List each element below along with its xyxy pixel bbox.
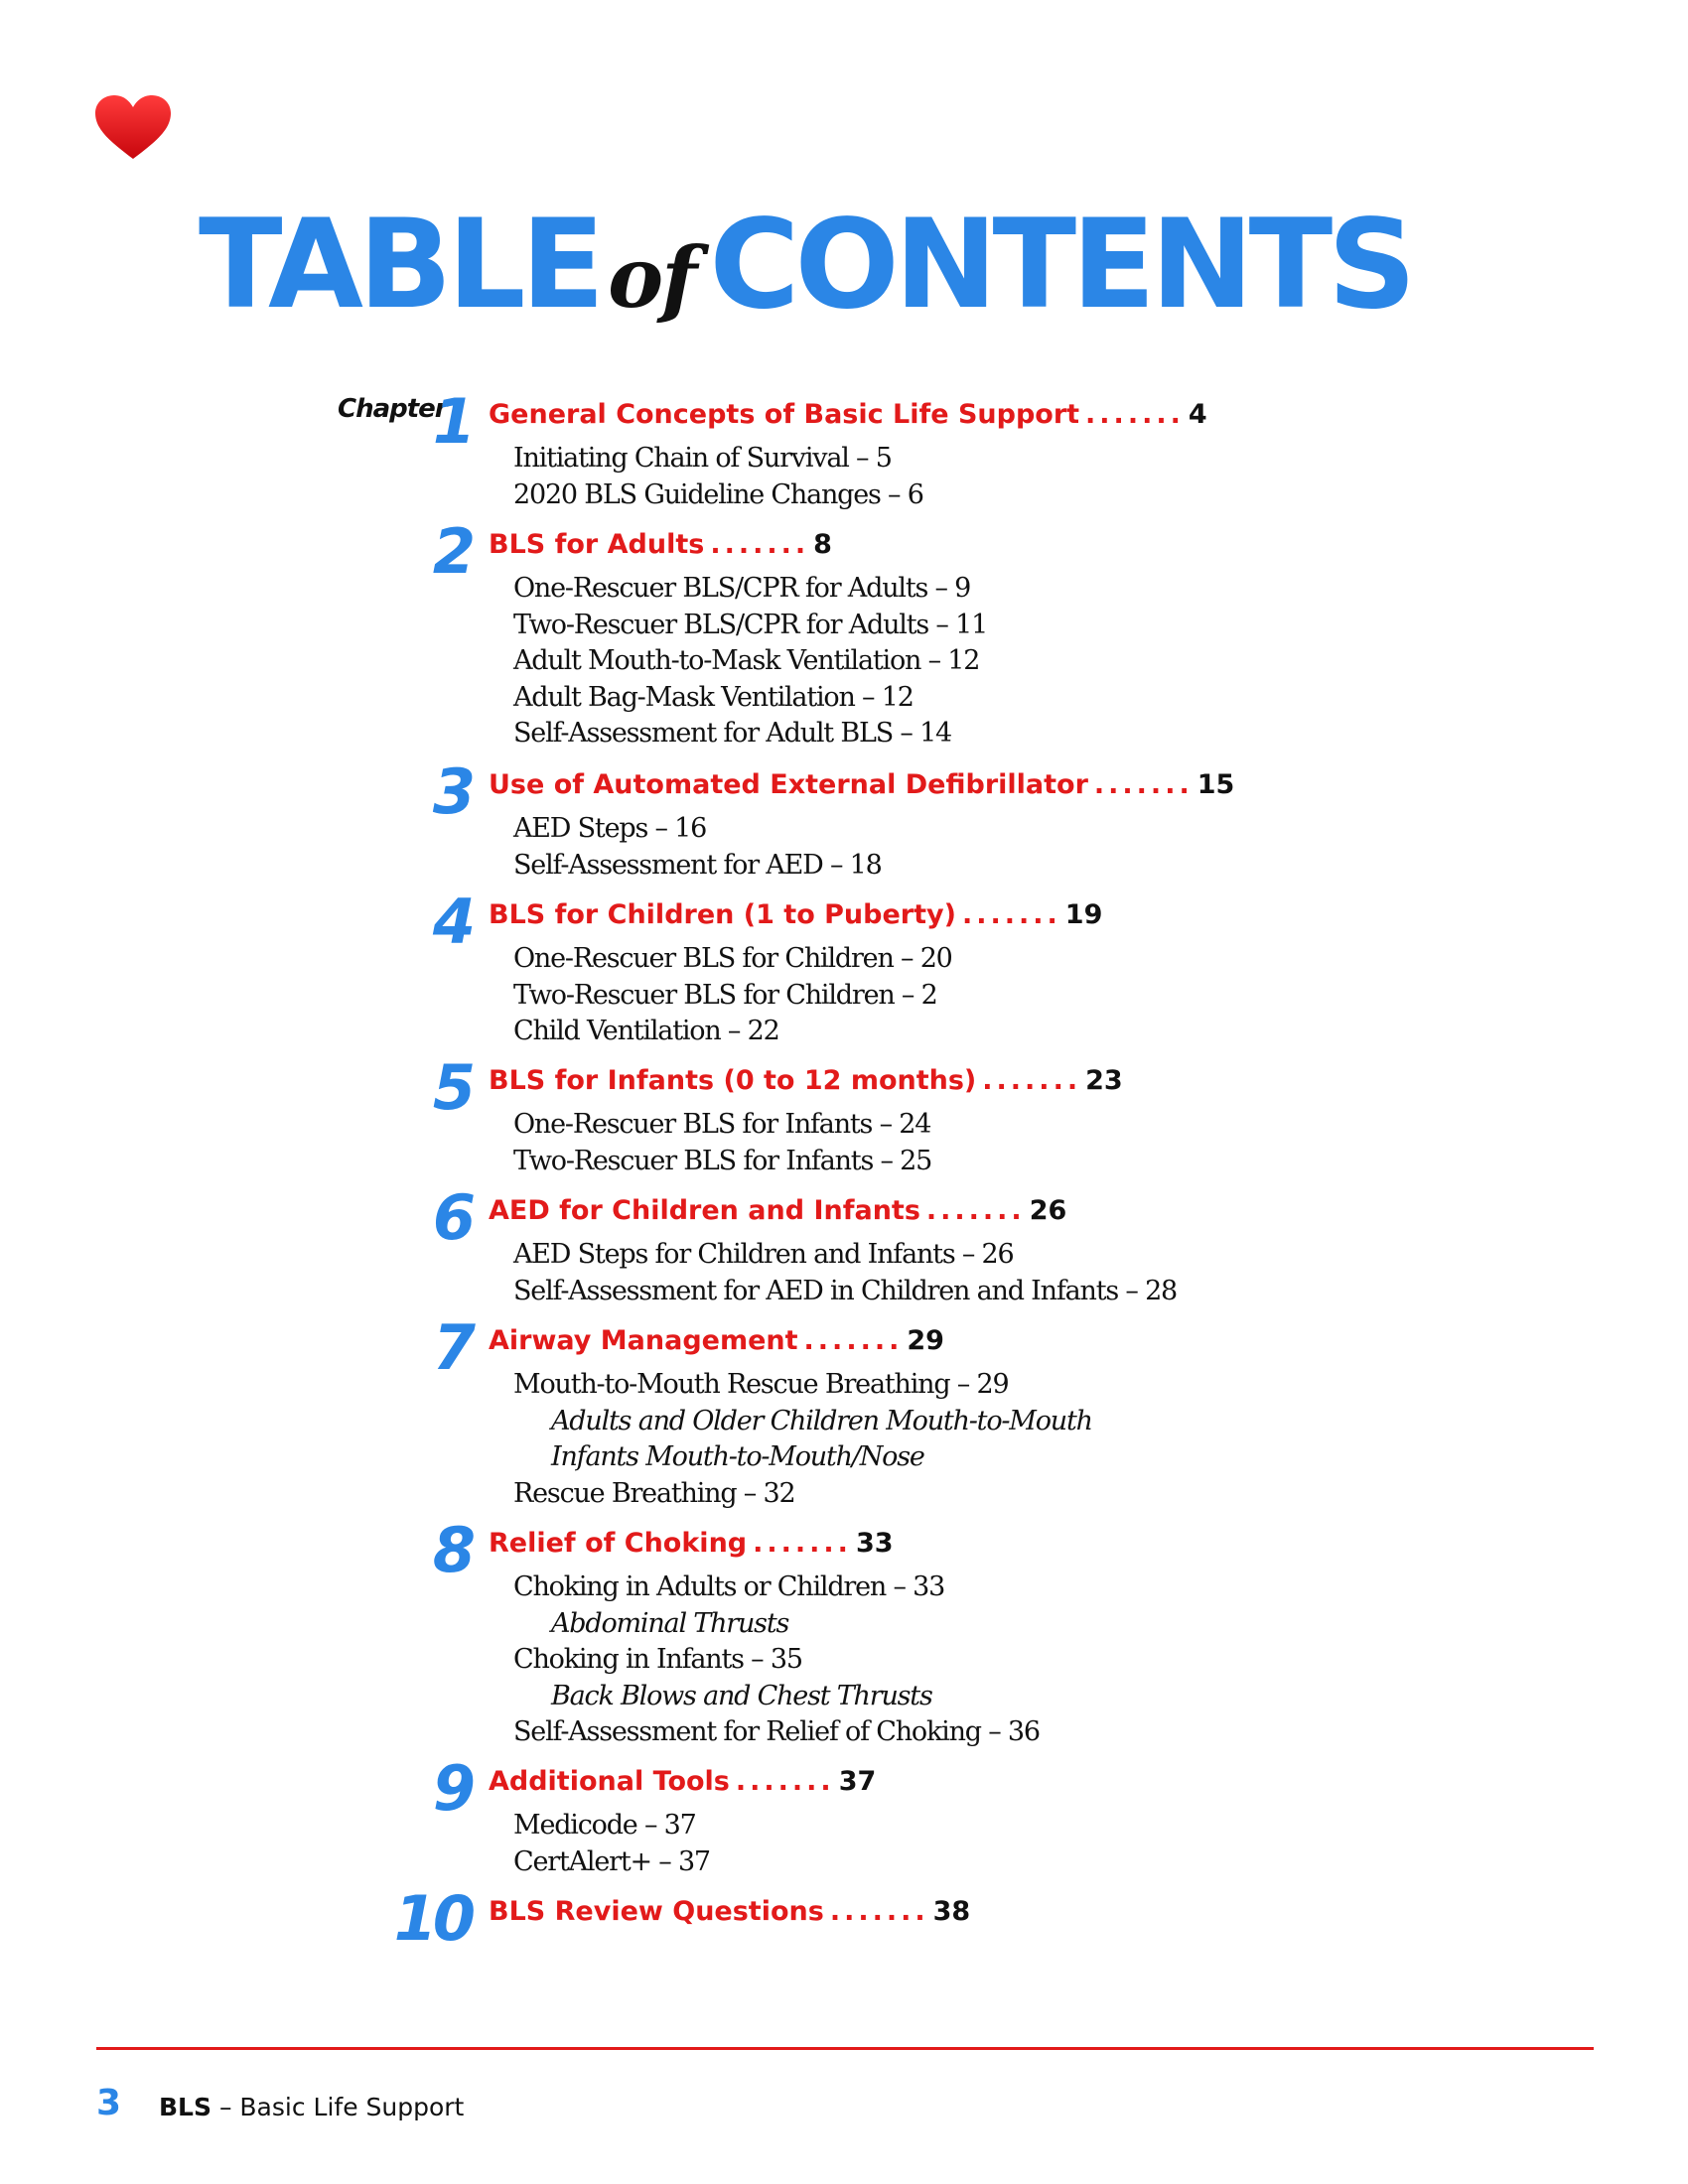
title-word-table: TABLE (199, 194, 601, 337)
title-word-contents: CONTENTS (709, 194, 1412, 337)
chapter-number: 1 (432, 385, 472, 458)
chapter-title: General Concepts of Basic Life Support (489, 399, 1080, 430)
chapter-label: Chapter (338, 394, 447, 424)
chapter-page-number: 38 (932, 1896, 971, 1927)
subsection-item[interactable]: One-Rescuer BLS for Children – 20 (513, 943, 952, 974)
chapter-number: 6 (432, 1181, 472, 1254)
subsection-list (513, 811, 882, 884)
chapter-title: Additional Tools (489, 1766, 730, 1797)
subsection-item[interactable]: 2020 BLS Guideline Changes – 6 (513, 478, 923, 510)
chapter-heading-link[interactable] (489, 899, 1102, 931)
footer-divider (96, 2047, 1594, 2050)
chapter-leader-dots: ....... (1093, 769, 1194, 800)
chapter-leader-dots: ....... (1085, 399, 1185, 430)
subsection-item[interactable]: Self-Assessment for AED – 18 (513, 849, 882, 881)
chapter-number: 10 (393, 1882, 472, 1955)
subsection-list (513, 571, 987, 752)
chapter-heading-link[interactable] (489, 1896, 970, 1928)
subsection-list (513, 1107, 931, 1179)
subsection-item[interactable]: Self-Assessment for Relief of Choking – 36 (513, 1716, 1040, 1747)
chapter-leader-dots: ....... (710, 529, 810, 560)
subsection-item[interactable]: Adult Bag-Mask Ventilation – 12 (513, 681, 914, 713)
subsection-item[interactable]: Mouth-to-Mouth Rescue Breathing – 29 (513, 1369, 1009, 1400)
sub-subsection-item[interactable]: Infants Mouth-to-Mouth/Nose (551, 1441, 924, 1472)
chapter-page-number: 37 (838, 1766, 877, 1797)
subsection-item[interactable]: CertAlert+ – 37 (513, 1845, 710, 1877)
subsection-item[interactable]: Two-Rescuer BLS for Infants – 25 (513, 1145, 932, 1176)
chapter-heading-link[interactable] (489, 1528, 894, 1560)
subsection-item[interactable]: Child Ventilation – 22 (513, 1016, 779, 1046)
subsection-item[interactable]: Two-Rescuer BLS for Children – 2 (513, 979, 937, 1011)
chapter-leader-dots: ....... (753, 1528, 852, 1559)
subsection-item[interactable]: Self-Assessment for Adult BLS – 14 (513, 718, 952, 749)
subsection-list (513, 941, 952, 1050)
chapter-heading-link[interactable] (489, 1065, 1123, 1097)
chapter-number: 5 (432, 1051, 472, 1124)
chapter-page-number: 8 (813, 529, 832, 560)
chapter-heading-link[interactable] (489, 1766, 876, 1798)
chapter-leader-dots: ....... (925, 1195, 1026, 1226)
chapter-page-number: 19 (1064, 899, 1103, 930)
sub-subsection-item[interactable]: Adults and Older Children Mouth-to-Mouth (551, 1405, 1092, 1436)
chapter-title: BLS for Children (1 to Puberty) (489, 899, 956, 930)
chapter-page-number: 26 (1029, 1195, 1067, 1226)
chapter-page-number: 23 (1085, 1065, 1123, 1096)
chapter-leader-dots: ....... (961, 899, 1061, 930)
chapter-heading-link[interactable] (489, 1195, 1066, 1227)
subsection-item[interactable]: One-Rescuer BLS/CPR for Adults – 9 (513, 573, 971, 604)
chapter-page-number: 29 (907, 1325, 944, 1356)
subsection-item[interactable]: Medicode – 37 (513, 1810, 696, 1841)
subsection-list (513, 1570, 1040, 1751)
title-word-of: of (608, 228, 696, 327)
sub-subsection-item[interactable]: Abdominal Thrusts (551, 1607, 789, 1639)
subsection-item[interactable]: Choking in Adults or Children – 33 (513, 1571, 945, 1602)
chapter-title: Use of Automated External Defibrillator (489, 769, 1088, 800)
chapter-title: BLS for Infants (0 to 12 months) (489, 1065, 977, 1096)
chapter-title: BLS for Adults (489, 529, 705, 560)
chapter-leader-dots: ....... (982, 1065, 1082, 1096)
subsection-item[interactable]: Rescue Breathing – 32 (513, 1477, 795, 1509)
sub-subsection-item[interactable]: Back Blows and Chest Thrusts (551, 1680, 932, 1711)
chapter-heading-link[interactable] (489, 769, 1234, 801)
footer-title (159, 2093, 464, 2121)
subsection-item[interactable]: Self-Assessment for AED in Children and Infants – 28 (513, 1275, 1178, 1306)
chapter-heading-link[interactable] (489, 1325, 944, 1357)
chapter-number: 7 (432, 1311, 472, 1384)
chapter-leader-dots: ....... (803, 1325, 904, 1356)
chapter-heading-link[interactable] (489, 529, 832, 561)
subsection-list (513, 1367, 1092, 1512)
subsection-item[interactable]: One-Rescuer BLS for Infants – 24 (513, 1109, 931, 1140)
subsection-item[interactable]: Choking in Infants – 35 (513, 1644, 802, 1675)
subsection-list (513, 441, 923, 513)
chapter-leader-dots: ....... (735, 1766, 835, 1797)
chapter-number: 9 (432, 1752, 472, 1825)
chapter-page-number: 15 (1196, 769, 1235, 800)
chapter-heading-link[interactable] (489, 399, 1207, 431)
chapter-page-number: 4 (1188, 399, 1207, 430)
chapter-page-number: 33 (855, 1528, 894, 1559)
chapter-title: Airway Management (489, 1325, 798, 1356)
footer-brand: BLS (159, 2093, 211, 2121)
chapter-number: 8 (432, 1514, 472, 1586)
subsection-item[interactable]: AED Steps – 16 (513, 813, 707, 844)
subsection-item[interactable]: Initiating Chain of Survival – 5 (513, 443, 892, 474)
footer-page-number: 3 (96, 2083, 122, 2123)
chapter-number: 2 (432, 515, 472, 588)
footer-subtitle: – Basic Life Support (218, 2093, 465, 2121)
subsection-list (513, 1808, 710, 1880)
chapter-title: Relief of Choking (489, 1528, 748, 1559)
chapter-title: BLS Review Questions (489, 1896, 824, 1927)
subsection-item[interactable]: AED Steps for Children and Infants – 26 (513, 1239, 1014, 1270)
chapter-title: AED for Children and Infants (489, 1195, 920, 1226)
chapter-number: 3 (432, 755, 472, 828)
subsection-item[interactable]: Two-Rescuer BLS/CPR for Adults – 11 (513, 609, 988, 640)
subsection-list (513, 1237, 1177, 1309)
chapter-leader-dots: ....... (829, 1896, 929, 1927)
subsection-item[interactable]: Adult Mouth-to-Mask Ventilation – 12 (513, 645, 980, 676)
chapter-number: 4 (432, 886, 472, 958)
